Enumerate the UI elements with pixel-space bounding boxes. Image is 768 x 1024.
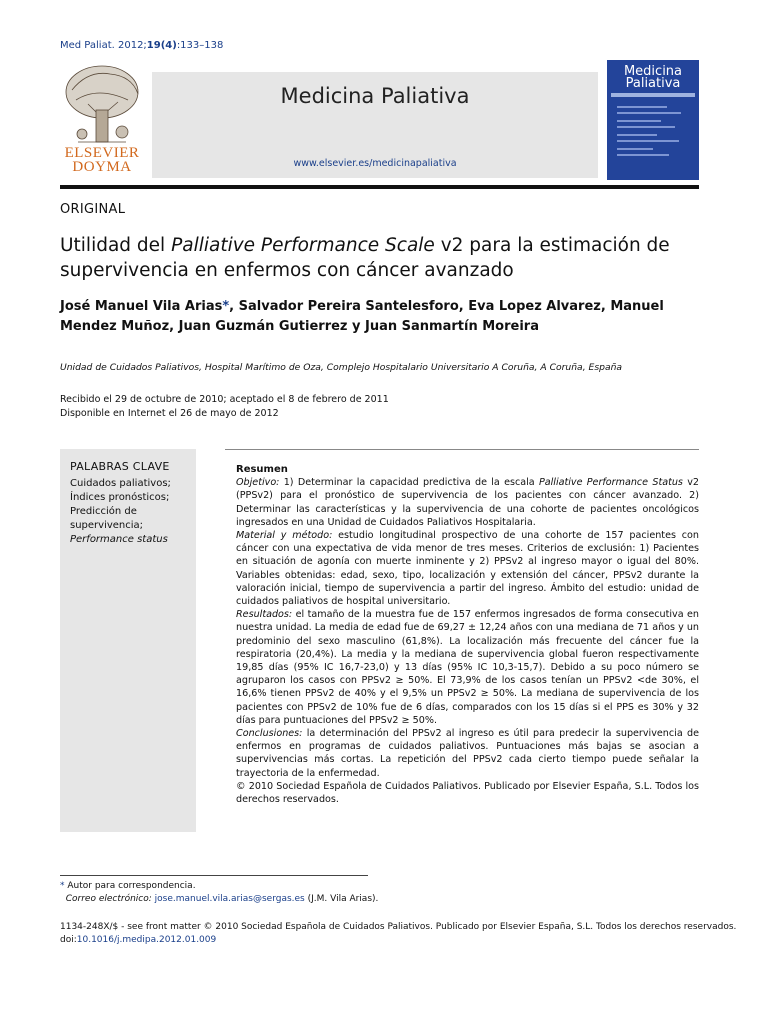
doi-link[interactable]: 10.1016/j.medipa.2012.01.009 <box>76 935 217 945</box>
header-rule <box>60 185 699 189</box>
author-rest: , Salvador Pereira Santelesforo, Eva Lopez Alvarez, Manuel Mendez Muñoz, Juan Guzmán Gutierrez y Juan Sanmartín Moreira <box>60 299 664 334</box>
cover-text-line <box>617 154 669 156</box>
logo-text-doyma: DOYMA <box>72 159 132 175</box>
citation-volume: 19(4) <box>146 40 177 51</box>
title-part-2: v2 para la estimación de supervivencia en enfermos con cáncer avanzado <box>60 235 670 281</box>
abstract-copyright: © 2010 Sociedad Española de Cuidados Paliativos. Publicado por Elsevier España, S.L. Todos los derechos reservados. <box>236 780 699 806</box>
conclusiones-text: la determinación del PPSv2 al ingreso es útil para predecir la supervivencia de enfermos en programas de cuidados paliativos. Puntuaciones más bajas se asocian a supervivencias más cortas. La repetición del PPSv2 cada cierto tiempo puede señalar la trayectoria de la enfermedad. <box>236 728 699 779</box>
email-suffix: (J.M. Vila Arias). <box>304 894 379 904</box>
objetivo-label: Objetivo: <box>236 477 280 489</box>
abstract-metodo <box>236 529 699 608</box>
page-footer <box>60 921 736 947</box>
section-label: ORIGINAL <box>60 202 126 217</box>
corresponding-text: Autor para correspondencia. <box>64 881 196 891</box>
footnote <box>60 880 378 906</box>
cover-text-line <box>617 112 681 114</box>
keywords-list <box>70 477 192 547</box>
cover-text-line <box>617 120 661 122</box>
author-first: José Manuel Vila Arias <box>60 299 223 314</box>
email-line <box>60 893 378 906</box>
abstract-heading: Resumen <box>236 464 288 475</box>
cover-text-line <box>617 106 667 108</box>
cover-text-line <box>617 140 679 142</box>
objetivo-italic: Palliative Performance Status <box>538 477 683 489</box>
issn-line: 1134-248X/$ - see front matter © 2010 Sociedad Española de Cuidados Paliativos. Publicado por Elsevier España, S.L. Todos los derechos reservados. <box>60 922 737 932</box>
metodo-text: estudio longitudinal prospectivo de una cohorte de 157 pacientes con cáncer con una expectativa de vida menor de tres meses. Criterios de exclusión: 1) Pacientes en situación de agonía con muerte inminente y 2) PPSv2 al ingreso mayor o igual del 80%. Variables obtenidas: edad, sexo, tipo, localización y extensión del cáncer, PPSv2 durante la valoración inicial, tiempo de supervivencia a partir del ingreso. Ámbito del estudio: unidad de cuidados paliativos de hospital universitario. <box>236 530 699 608</box>
keyword-item: Índices pronósticos; <box>70 492 170 503</box>
abstract-objetivo <box>236 476 699 529</box>
journal-url-link[interactable]: www.elsevier.es/medicinapaliativa <box>293 158 457 169</box>
cover-title: Medicina Paliativa <box>623 64 683 91</box>
journal-title: Medicina Paliativa <box>280 84 470 108</box>
keyword-item: Cuidados paliativos; <box>70 478 171 489</box>
objetivo-text-a: 1) Determinar la capacidad predictiva de la escala <box>279 477 539 489</box>
resultados-text: el tamaño de la muestra fue de 157 enfermos ingresados de forma consecutiva en nuestra unidad. La media de edad fue de 69,27 ± 12,24 años con una mediana de 71 años y un predominio del sexo masculino (61,8%). La localización más frecuente del cáncer fue la respiratoria (20,4%). La media y la mediana de supervivencia global fueron respectivamente 19,85 días (95% IC 16,7-23,0) y 13 días (95% IC 10,3-15,7). Debido a su poco número se agruparon los casos con PPSv2 ≥ 50%. El 73,9% de los casos tenían un PPSv2 <de 30%, el 16,6% tienen PPSv2 de 40% y el 9,5% un PPSv2 ≥ 50%. La mediana de supervivencia de los pacientes con PPSv2 de 10% fue de 6 días, comparados con los 15 días si el PPS es 30% y 32 días para puntuaciones del PPSv2 ≥ 50%. <box>236 609 699 726</box>
article-title <box>60 233 720 283</box>
abstract <box>236 463 699 806</box>
abstract-conclusiones <box>236 727 699 780</box>
title-part-1: Utilidad del <box>60 235 172 256</box>
affiliation: Unidad de Cuidados Paliativos, Hospital Marítimo de Oza, Complejo Hospitalario Universitario A Coruña, A Coruña, España <box>60 362 623 373</box>
article-dates <box>60 393 389 421</box>
cover-text-line <box>617 126 675 128</box>
keyword-item: Predicción de supervivencia; <box>70 506 144 531</box>
citation-journal: Med Paliat. 2012; <box>60 40 147 51</box>
email-link[interactable]: jose.manuel.vila.arias@sergas.es <box>154 894 305 904</box>
footnote-star: * <box>60 881 65 891</box>
elsevier-logo-text <box>58 146 146 174</box>
received-date: Recibido el 29 de octubre de 2010; aceptado el 8 de febrero de 2011 <box>60 394 389 405</box>
online-date: Disponible en Internet el 26 de mayo de 2012 <box>60 408 279 419</box>
logo-text-elsevier: ELSEVIER <box>64 145 140 161</box>
cover-text-line <box>617 148 653 150</box>
journal-cover-thumbnail <box>607 60 699 180</box>
objetivo-text-b: v2 (PPSv2) para el pronóstico de supervivencia de los pacientes con cáncer avanzado. 2) Determinar las características y la supervivencia de una cohorte de pacientes oncológicos ingresados en una Unidad de Cuidados Paliativos Hospitalaria. <box>236 477 699 528</box>
doi-line <box>60 934 736 947</box>
citation-pages: :133–138 <box>176 40 224 51</box>
title-italic: Palliative Performance Scale <box>171 235 435 256</box>
cover-band <box>611 93 695 97</box>
doi-label: doi: <box>60 935 77 945</box>
abstract-rule <box>225 449 699 450</box>
metodo-label: Material y método: <box>236 530 333 542</box>
keyword-item: Performance status <box>70 534 168 545</box>
author-list <box>60 297 710 337</box>
conclusiones-label: Conclusiones: <box>236 728 303 740</box>
journal-citation <box>60 40 223 51</box>
cover-text-line <box>617 134 657 136</box>
resultados-label: Resultados: <box>236 609 293 621</box>
corresponding-author-link[interactable]: * <box>222 299 230 314</box>
abstract-resultados <box>236 608 699 727</box>
corresponding-note <box>60 880 378 893</box>
keywords-heading: PALABRAS CLAVE <box>70 460 170 473</box>
footnote-rule <box>60 875 368 876</box>
email-label: Correo electrónico: <box>65 894 152 904</box>
